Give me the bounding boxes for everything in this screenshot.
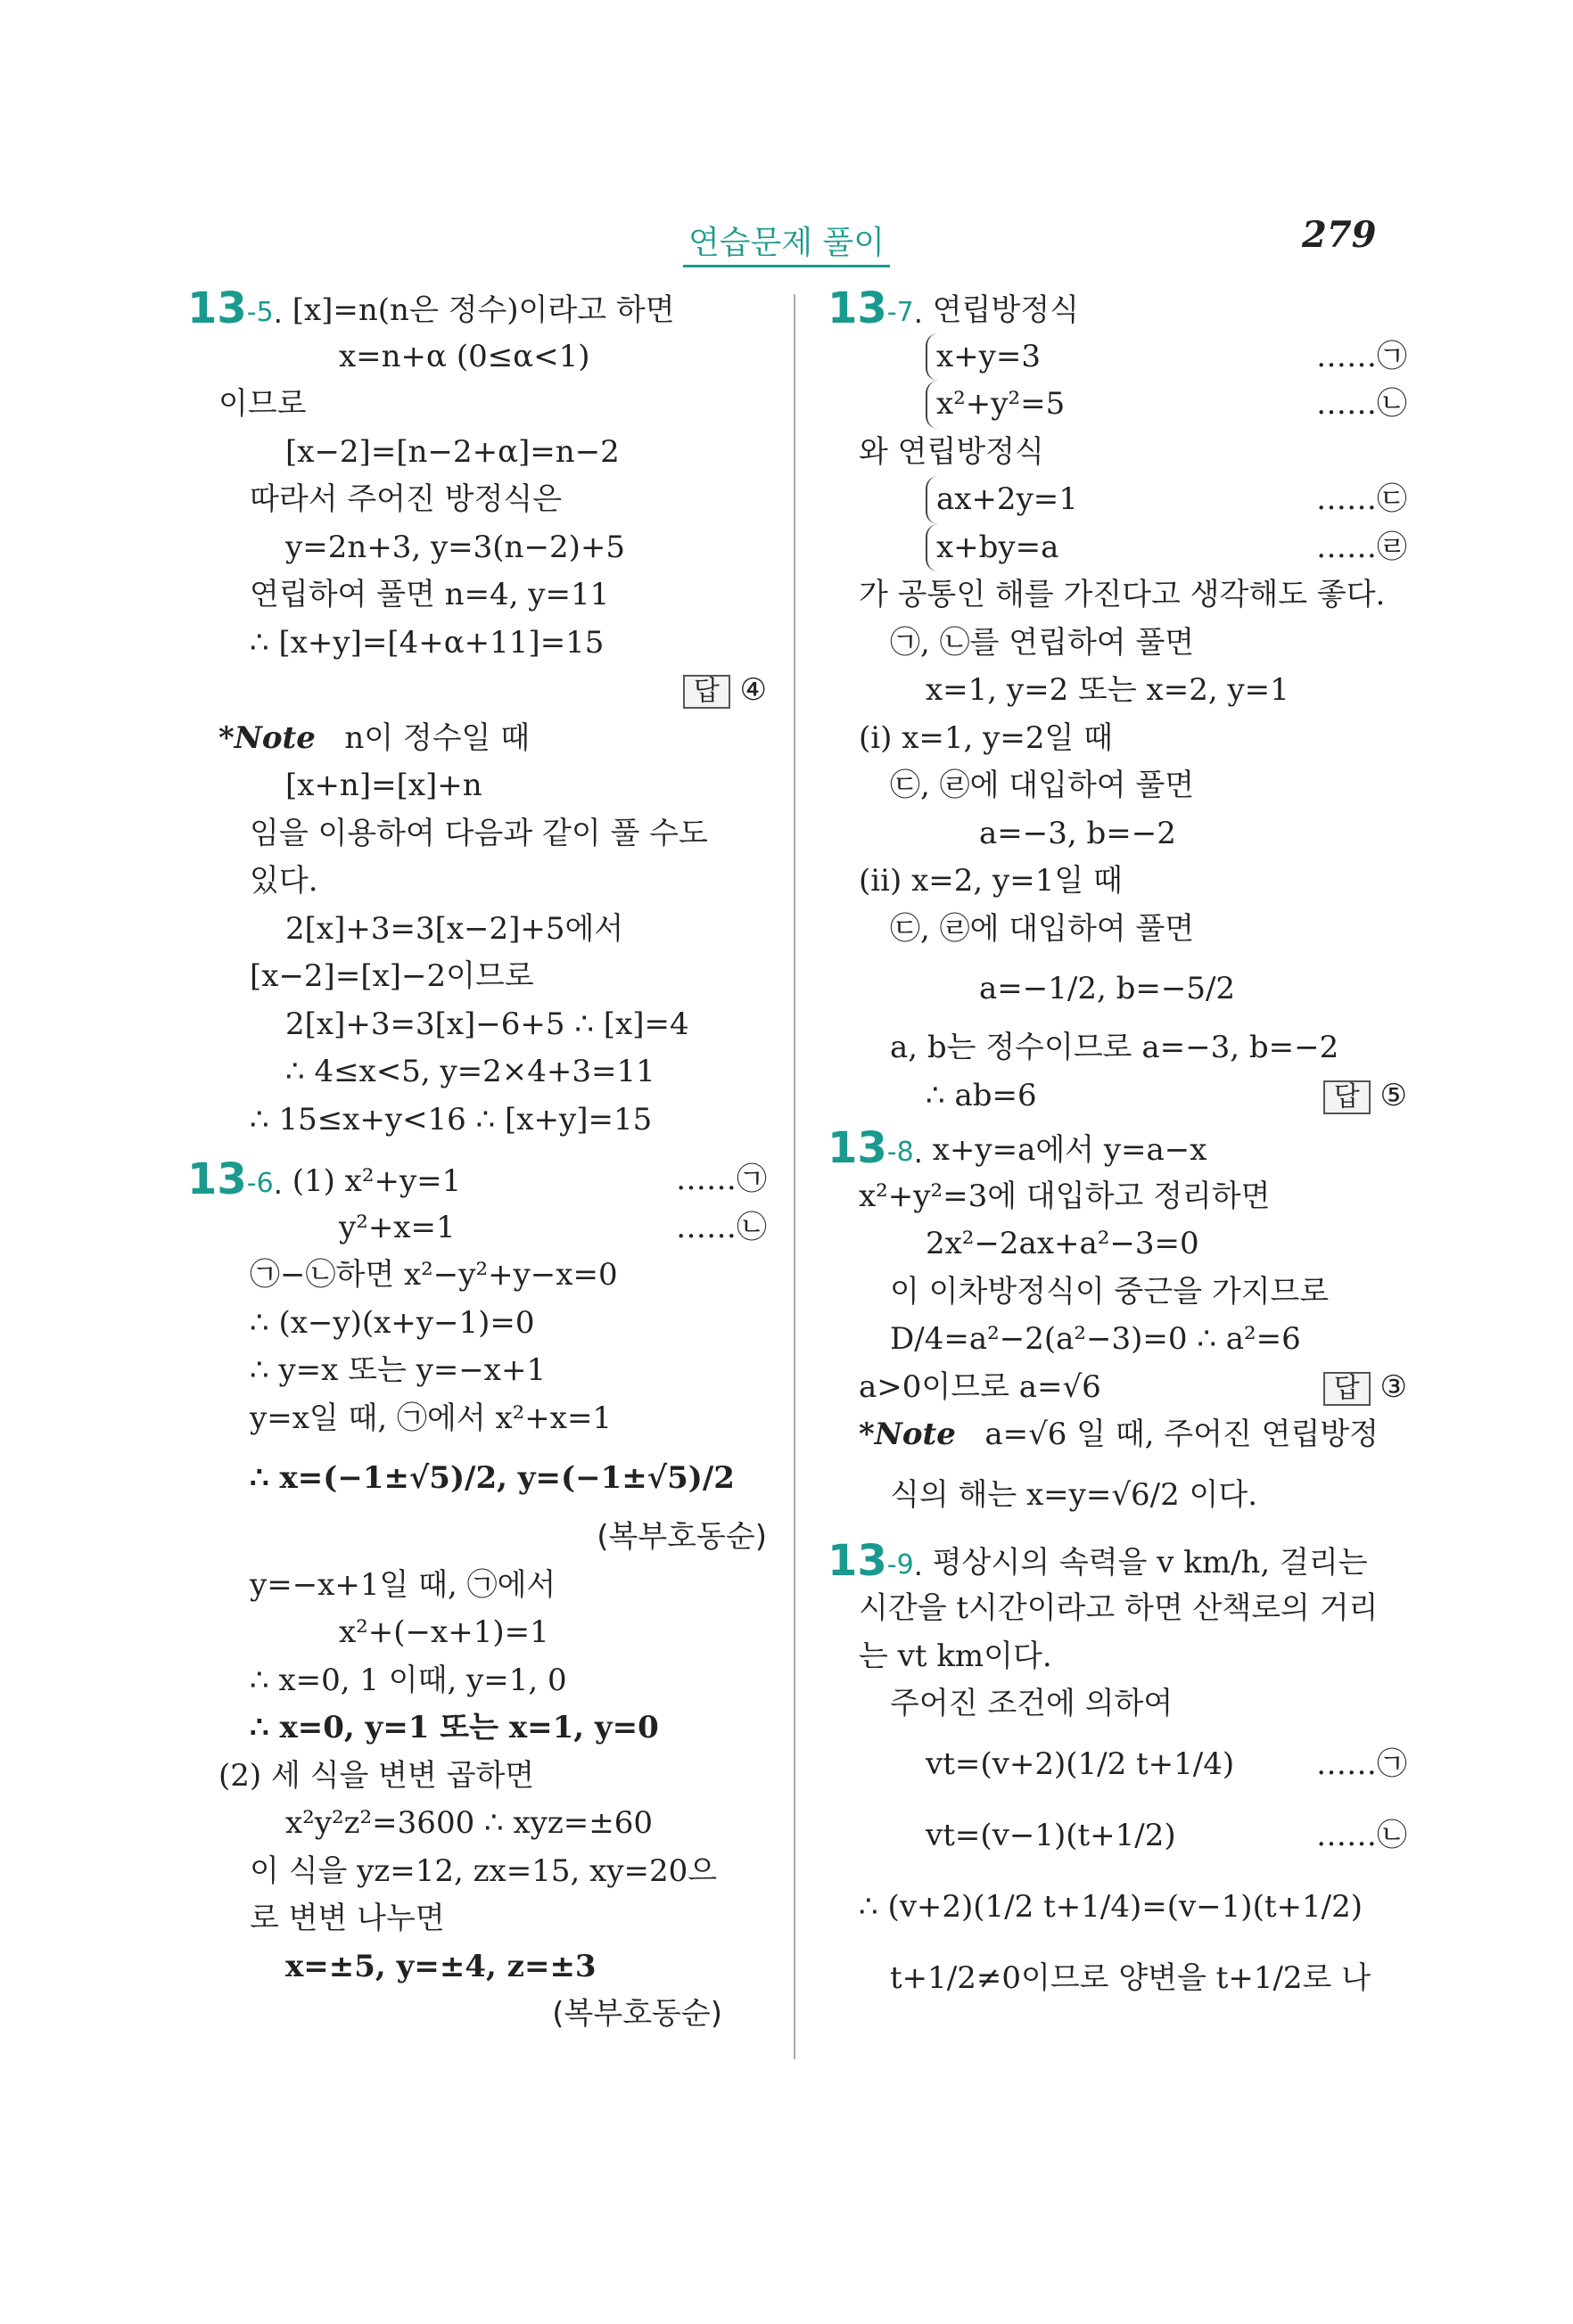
solution-line: [x−2]=[n−2+α]=n−2 [285,433,620,470]
solution-line: x+y=a에서 y=a−x [932,1132,1207,1168]
solution-line: ∴ x=0, y=1 또는 x=1, y=0 [250,1710,659,1745]
equation-line: ax+2y=1 ……㉢ [828,476,1407,524]
answer-value: ⑤ [1379,1077,1407,1113]
solution-line: (ii) x=2, y=1일 때 [859,863,1123,899]
sign-note: (복부호동순) [552,1996,722,2032]
solution-line: 따라서 주어진 방정식은 [250,481,563,517]
solution-line: (1) x²+y=1 [292,1163,462,1199]
solution-line: 가 공통인 해를 가진다고 생각해도 좋다. [859,577,1386,612]
solution-line: x=1, y=2 또는 x=2, y=1 [926,672,1289,708]
note-line: [x−2]=[x]−2이므로 [250,958,534,994]
solution-line: 이므로 [218,386,307,422]
solution-line: (2) 세 식을 변변 곱하면 [218,1757,535,1794]
note-line: 임을 이용하여 다음과 같이 풀 수도 [250,815,708,851]
answer-value: ③ [1379,1368,1407,1405]
answer-label-box: 답 [1323,1080,1371,1114]
equation-mark: ……㉡ [1316,386,1407,422]
problem-13-6-heading [187,1156,767,1204]
page-number: 279 [1302,214,1377,256]
equation-line: vt=(v−1)(t+1/2) ……㉡ [828,1800,1407,1871]
solution-line: 이 식을 yz=12, zx=15, xy=20으 [250,1852,718,1889]
solution-line: a>0이므로 a=√6 답 ③ [859,1368,1407,1405]
solution-line: 평상시의 속력을 v km/h, 걸리는 [932,1544,1368,1581]
solution-line: 2x²−2ax+a²−3=0 [926,1226,1199,1261]
note-line: 식의 해는 x=y=√6/2 이다. [890,1476,1258,1513]
answer-label-box: 답 [683,675,730,709]
solution-line: ∴ (v+2)(1/2 t+1/4)=(v−1)(t+1/2) [859,1888,1363,1925]
solution-line: x²+(−x+1)=1 [339,1614,549,1650]
problem-number: 13-5. [187,283,283,333]
answer-row [187,667,767,715]
solution-line: ∴ x=0, 1 이때, y=1, 0 [250,1662,567,1698]
equation-mark: ……㉡ [1316,1817,1407,1853]
solution-line: ∴ ab=6 답 ⑤ [926,1077,1407,1113]
solution-line: a, b는 정수이므로 a=−3, b=−2 [890,1030,1339,1065]
solution-line: 시간을 t시간이라고 하면 산책로의 거리 [859,1590,1379,1626]
solution-line: x=±5, y=±4, z=±3 [285,1948,597,1984]
problem-number: 13-8. [828,1123,923,1173]
solution-line: x=n+α (0≤α<1) [339,338,590,374]
solution-line: x²y²z²=3600 ∴ xyz=±60 [285,1805,653,1841]
note-label: *Note [218,719,316,756]
note-line: 2[x]+3=3[x−2]+5에서 [285,910,624,947]
solution-line: ∴ [x+y]=[4+α+11]=15 [250,624,605,661]
note-label: *Note [859,1417,956,1452]
problem-number: 13-7. [828,283,923,333]
column-divider [794,294,795,2059]
equation-line: x+by=a ……㉣ [828,524,1407,572]
note-line: ∴ 15≤x+y<16 ∴ [x+y]=15 [250,1101,653,1137]
solution-line: x²+y²=3에 대입하고 정리하면 [859,1178,1271,1214]
solution-line: y=−x+1일 때, ㉠에서 [250,1566,556,1603]
solution-line: [x]=n(n은 정수)이라고 하면 [292,292,675,328]
note-heading: *Note n이 정수일 때 [218,719,531,756]
solution-line: 이 이차방정식이 중근을 가지므로 [890,1273,1330,1310]
answer-value: ④ [739,672,767,708]
solution-line: 로 변변 나누면 [250,1901,445,1936]
solution-line: y=x일 때, ㉠에서 x²+x=1 [250,1400,613,1436]
note-line: 2[x]+3=3[x]−6+5 ∴ [x]=4 [285,1006,689,1042]
answer-label-box: 답 [1323,1372,1371,1406]
solution-line: a=−1/2, b=−5/2 [979,971,1236,1006]
note-heading: *Note a=√6 일 때, 주어진 연립방정 [859,1417,1379,1452]
solution-line: ∴ y=x 또는 y=−x+1 [250,1352,547,1388]
sign-note: (복부호동순) [597,1519,767,1555]
solution-line: ㉠−㉡하면 x²−y²+y−x=0 [250,1257,618,1293]
solution-line: 주어진 조건에 의하여 [890,1686,1174,1721]
equation-line: x+y=3 ……㉠ [828,333,1407,382]
equation-mark: ……㉣ [1316,529,1407,565]
solution-line: t+1/2≠0이므로 양변을 t+1/2로 나 [890,1959,1371,1996]
note-line: 있다. [250,863,318,899]
problem-number: 13-6. [187,1154,283,1204]
solution-line: ∴ x=(−1±√5)/2, y=(−1±√5)/2 [250,1460,735,1496]
section-title: 연습문제 풀이 [0,218,1573,263]
solution-line: y=2n+3, y=3(n−2)+5 [285,529,625,565]
solution-line: 는 vt km이다. [859,1638,1052,1674]
equation-mark: ……㉠ [1316,1745,1407,1782]
solution-line: y²+x=1 ……㉡ [187,1204,767,1252]
solution-line: 와 연립방정식 [859,433,1044,470]
solution-line: ∴ (x−y)(x+y−1)=0 [250,1304,535,1341]
equation-mark: ……㉡ [676,1209,767,1245]
note-line: ∴ 4≤x<5, y=2×4+3=11 [285,1054,655,1089]
problem-13-7-heading [828,285,1407,333]
equation-mark: ……㉢ [1316,481,1407,517]
equation-mark: ……㉠ [676,1162,767,1197]
problem-13-9-heading [828,1535,1407,1586]
left-column [187,285,767,2039]
note-line: [x+n]=[x]+n [285,768,482,803]
solution-line: ㉠, ㉡를 연립하여 풀면 [890,624,1195,661]
equation-line: x²+y²=5 ……㉡ [828,381,1407,429]
right-column [828,285,1407,2014]
solution-line: ㉢, ㉣에 대입하여 풀면 [890,910,1195,947]
problem-13-8-heading [828,1125,1407,1173]
solution-line: (i) x=1, y=2일 때 [859,719,1113,756]
solution-line: a=−3, b=−2 [979,815,1176,851]
problem-number: 13-9. [828,1535,923,1586]
solution-line: ㉢, ㉣에 대입하여 풀면 [890,768,1195,803]
solution-line: 연립하여 풀면 n=4, y=11 [250,577,610,612]
solution-line: 연립방정식 [932,292,1079,328]
solution-line: D/4=a²−2(a²−3)=0 ∴ a²=6 [890,1321,1301,1357]
equation-mark: ……㉠ [1316,338,1407,374]
problem-13-5-heading [187,285,767,333]
equation-line: vt=(v+2)(1/2 t+1/4) ……㉠ [828,1729,1407,1800]
